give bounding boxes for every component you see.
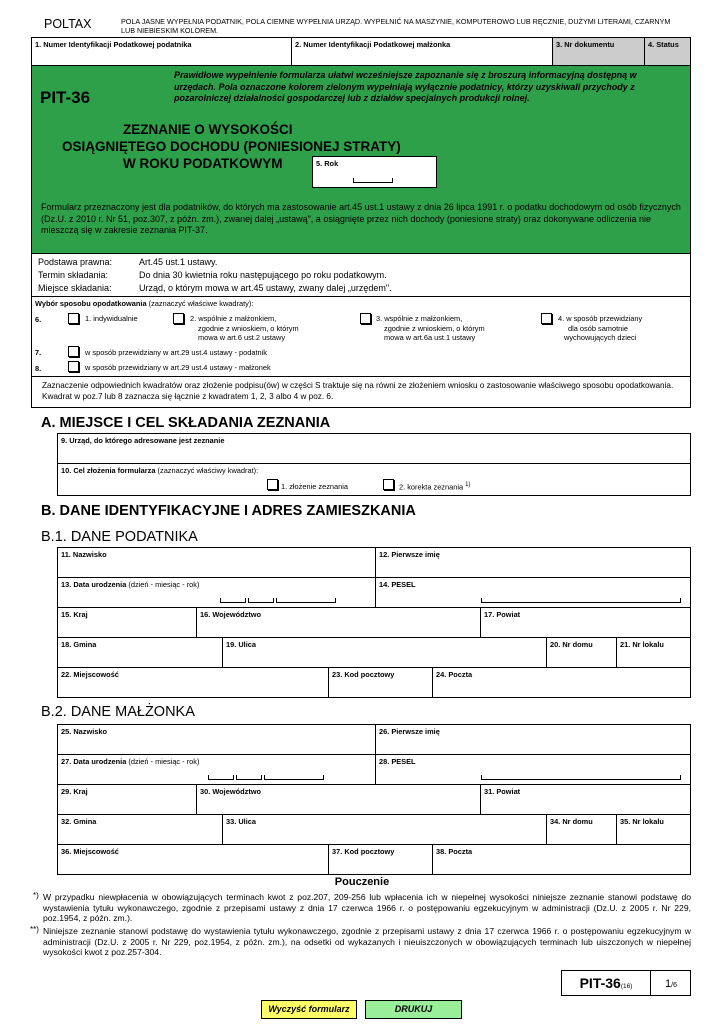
- purpose-option-2-sup: 1): [465, 482, 471, 488]
- field-spouse-county[interactable]: 31. Powiat: [480, 784, 691, 815]
- field-house-number[interactable]: 20. Nr domu: [546, 637, 617, 668]
- section-b-title: B. DANE IDENTYFIKACYJNE I ADRES ZAMIESZKANIA: [41, 503, 416, 519]
- clear-form-button[interactable]: Wyczyść formularz: [261, 1000, 357, 1019]
- section-b2-title: B.2. DANE MAŁŻONKA: [41, 704, 195, 720]
- purpose-option-2: 2. korekta zeznania: [399, 482, 464, 492]
- section-a-title: A. MIEJSCE I CEL SKŁADANIA ZEZNANIA: [41, 415, 331, 431]
- purpose-option-1: 1. złożenie zeznania: [281, 482, 348, 491]
- footnote-1-marker: *): [33, 891, 39, 900]
- page-number: 1: [665, 978, 672, 990]
- option-8: w sposób przewidziany w art.29 ust.4 ustawy - małżonek: [85, 363, 271, 372]
- field-apartment-number[interactable]: 21. Nr lokalu: [616, 637, 691, 668]
- field-spouse-city[interactable]: 36. Miejscowość: [57, 844, 329, 875]
- header-instruction: POLA JASNE WYPEŁNIA PODATNIK, POLA CIEMNE WYPEŁNIA URZĄD. WYPEŁNIĆ NA MASZYNIE, KOMPUTEROWO LUB RĘCZNIE, DUŻYMI LITERAMI, CZARNYM LUB NIEBIESKIM KOLOREM.: [121, 17, 671, 35]
- field-spouse-pesel[interactable]: 28. PESEL: [375, 754, 691, 785]
- birth-date-note: (dzień - miesiąc - rok): [128, 580, 200, 589]
- field-spouse-birth-date[interactable]: [57, 754, 376, 785]
- field-surname[interactable]: 11. Nazwisko: [57, 547, 376, 578]
- spouse-birth-date-note: (dzień - miesiąc - rok): [128, 757, 200, 766]
- field-spouse-apartment-number[interactable]: 35. Nr lokalu: [616, 814, 691, 845]
- checkbox-8[interactable]: [68, 361, 79, 372]
- field-spouse-voivodeship[interactable]: 30. Województwo: [196, 784, 481, 815]
- option-6-2-b: zgodnie z wnioskiem, o którym: [198, 323, 299, 333]
- field-nip-spouse[interactable]: 2. Numer Identyfikacji Podatkowej małżonka: [291, 37, 553, 66]
- field-nip-taxpayer[interactable]: 1. Numer Identyfikacji Podatkowej podatnika: [31, 37, 292, 66]
- field-spouse-commune[interactable]: 32. Gmina: [57, 814, 223, 845]
- field-year[interactable]: 5. Rok: [312, 156, 437, 188]
- footnote-2: Niniejsze zeznanie stanowi podstawę do wystawienia tytułu wykonawczego, zgodnie z przepisami ustawy z dnia 17 czerwca 1966 r. o postępowaniu egzekucyjnym w administracji (Dz.U. z 2005 r. Nr 229, poz.1954, z późn. zm.), na odsetki od wykazanych i nieuiszczonych w obowiązujących terminach lub uiszczonych w niepełnej wysokości kwot z poz.257-304.: [43, 926, 691, 957]
- birth-date-label: 13. Data urodzenia: [61, 580, 127, 589]
- option-6-3-b: zgodnie z wnioskiem, o którym: [384, 323, 485, 333]
- option-6-4-b: dla osób samotnie: [568, 323, 628, 333]
- form-description: Formularz przeznaczony jest dla podatników, do których ma zastosowanie art.45 ust.1 ustawy z dnia 26 lipca 1991 r. o podatku dochodowym od osób fizycznych (Dz.U. z 2010 r. Nr 51, poz.307, z późn. zm.), zwanej dalej „ustawą", a osiągnięte przez nich dochody (poniesione straty) oraz dokonywane odliczenia nie mieszczą się w zakresie zeznania PIT-37.: [41, 202, 681, 235]
- purpose-label: 10. Cel złożenia formularza: [61, 466, 156, 475]
- field-spouse-surname[interactable]: 25. Nazwisko: [57, 724, 376, 755]
- footnote-1: W przypadku niewpłacenia w obowiązujących terminach kwot z poz.207, 209-256 lub wpłacenia ich w niepełnej wysokości niniejsze zeznanie stanowi podstawę do wystawienia tytułu wykonawczego, zgodnie z przepisami ustawy z dnia 17 czerwca 1966 r. o postępowaniu egzekucyjnym w administracji (Dz.U. z 2005 r. Nr 229, poz.1954, z późn. zm.).: [43, 892, 691, 923]
- checkbox-6-4[interactable]: [541, 313, 552, 324]
- field-spouse-house-number[interactable]: 34. Nr domu: [546, 814, 617, 845]
- info-key-3: Miejsce składania:: [38, 283, 112, 293]
- pouczenie-heading: Pouczenie: [334, 876, 390, 888]
- field-county[interactable]: 17. Powiat: [480, 607, 691, 638]
- taxation-choice: [31, 297, 691, 377]
- field-post-office[interactable]: 24. Poczta: [432, 667, 691, 698]
- option-6-1: 1. indywidualnie: [85, 314, 138, 323]
- field-postal-code[interactable]: 23. Kod pocztowy: [328, 667, 433, 698]
- info-key-2: Termin składania:: [38, 270, 109, 280]
- form-title-1: ZEZNANIE O WYSOKOŚCI: [123, 122, 293, 137]
- form-title-3: W ROKU PODATKOWYM: [123, 156, 283, 171]
- option-6-3-a: 3. wspólnie z małżonkiem,: [376, 314, 463, 323]
- form-code: PIT-36: [40, 88, 91, 107]
- info-key-1: Podstawa prawna:: [38, 257, 113, 267]
- info-block: [31, 253, 691, 297]
- field-commune[interactable]: 18. Gmina: [57, 637, 223, 668]
- footnote-2-marker: **): [30, 925, 39, 934]
- info-val-3: Urząd, o którym mowa w art.45 ustawy, zwany dalej „urzędem".: [139, 283, 392, 293]
- choice-heading: Wybór sposobu opodatkowania: [35, 299, 147, 308]
- green-intro-text: Prawidłowe wypełnienie formularza ułatwi wcześniejsze zapoznanie się z broszurą informacyjną dostępną w urzędach. Pola oznaczone kolorem zielonym wypełniają wyłącznie podatnicy, którzy uzyskiwali przychody z pozarolniczej działalności gospodarczej lub z działów specjalnych produkcji rolnej.: [174, 70, 637, 103]
- page-footer-box: [561, 970, 691, 996]
- info-val-1: Art.45 ust.1 ustawy.: [139, 257, 218, 267]
- print-button[interactable]: DRUKUJ: [365, 1000, 462, 1019]
- field-spouse-post-office[interactable]: 38. Poczta: [432, 844, 691, 875]
- field-pesel[interactable]: 14. PESEL: [375, 577, 691, 608]
- field-status: 4. Status: [644, 37, 691, 66]
- checkbox-6-2[interactable]: [173, 313, 184, 324]
- option-6-2-c: mowa w art.6 ust.2 ustawy: [198, 333, 286, 342]
- field-birth-date[interactable]: [57, 577, 376, 608]
- checkbox-purpose-1[interactable]: [267, 479, 278, 490]
- field-purpose: [57, 463, 691, 496]
- field-street[interactable]: 19. Ulica: [222, 637, 547, 668]
- option-7: w sposób przewidziany w art.29 ust.4 ustawy - podatnik: [85, 348, 267, 357]
- choice-num-7: 7.: [35, 348, 42, 357]
- choice-num-6: 6.: [35, 315, 42, 324]
- checkbox-purpose-2[interactable]: [383, 479, 394, 490]
- purpose-note: (zaznaczyć właściwy kwadrat):: [157, 466, 259, 475]
- spouse-birth-date-label: 27. Data urodzenia: [61, 757, 127, 766]
- checkbox-7[interactable]: [68, 346, 79, 357]
- option-6-2-a: 2. wspólnie z małżonkiem,: [190, 314, 277, 323]
- option-6-3-c: mowa w art.6a ust.1 ustawy: [384, 333, 476, 342]
- section-b1-title: B.1. DANE PODATNIKA: [41, 529, 198, 545]
- page-total: /6: [671, 982, 677, 989]
- choice-heading-note: (zaznaczyć właściwe kwadraty):: [148, 299, 254, 308]
- field-spouse-postal-code[interactable]: 37. Kod pocztowy: [328, 844, 433, 875]
- field-voivodeship[interactable]: 16. Województwo: [196, 607, 481, 638]
- info-val-2: Do dnia 30 kwietnia roku następującego po roku podatkowym.: [139, 270, 387, 280]
- choice-num-8: 8.: [35, 364, 42, 373]
- footer-form-version: (16): [620, 983, 633, 990]
- option-6-4-a: 4. w sposób przewidziany: [558, 314, 643, 323]
- field-city[interactable]: 22. Miejscowość: [57, 667, 329, 698]
- form-title-2: OSIĄGNIĘTEGO DOCHODU (PONIESIONEJ STRATY): [62, 139, 401, 154]
- option-6-4-c: wychowujących dzieci: [564, 333, 637, 342]
- field-spouse-country[interactable]: 29. Kraj: [57, 784, 197, 815]
- field-first-name[interactable]: 12. Pierwsze imię: [375, 547, 691, 578]
- checkbox-6-1[interactable]: [68, 313, 79, 324]
- poltax-label: POLTAX: [44, 17, 92, 31]
- checkbox-6-3[interactable]: [360, 313, 371, 324]
- choice-note: Zaznaczenie odpowiednich kwadratów oraz złożenie podpisu(ów) w części S traktuje się na równi ze złożeniem wniosku o zastosowanie właściwego sposobu opodatkowania. Kwadrat w poz.7 lub 8 zaznacza się łącznie z kwadratem 1, 2, 3 albo 4 w poz. 6.: [31, 377, 691, 408]
- field-doc-number: 3. Nr dokumentu: [552, 37, 645, 66]
- field-country[interactable]: 15. Kraj: [57, 607, 197, 638]
- field-spouse-first-name[interactable]: 26. Pierwsze imię: [375, 724, 691, 755]
- footer-form-code: PIT-36: [579, 975, 621, 991]
- field-spouse-street[interactable]: 33. Ulica: [222, 814, 547, 845]
- field-office[interactable]: 9. Urząd, do którego adresowane jest zeznanie: [57, 433, 691, 464]
- green-section: [31, 65, 691, 254]
